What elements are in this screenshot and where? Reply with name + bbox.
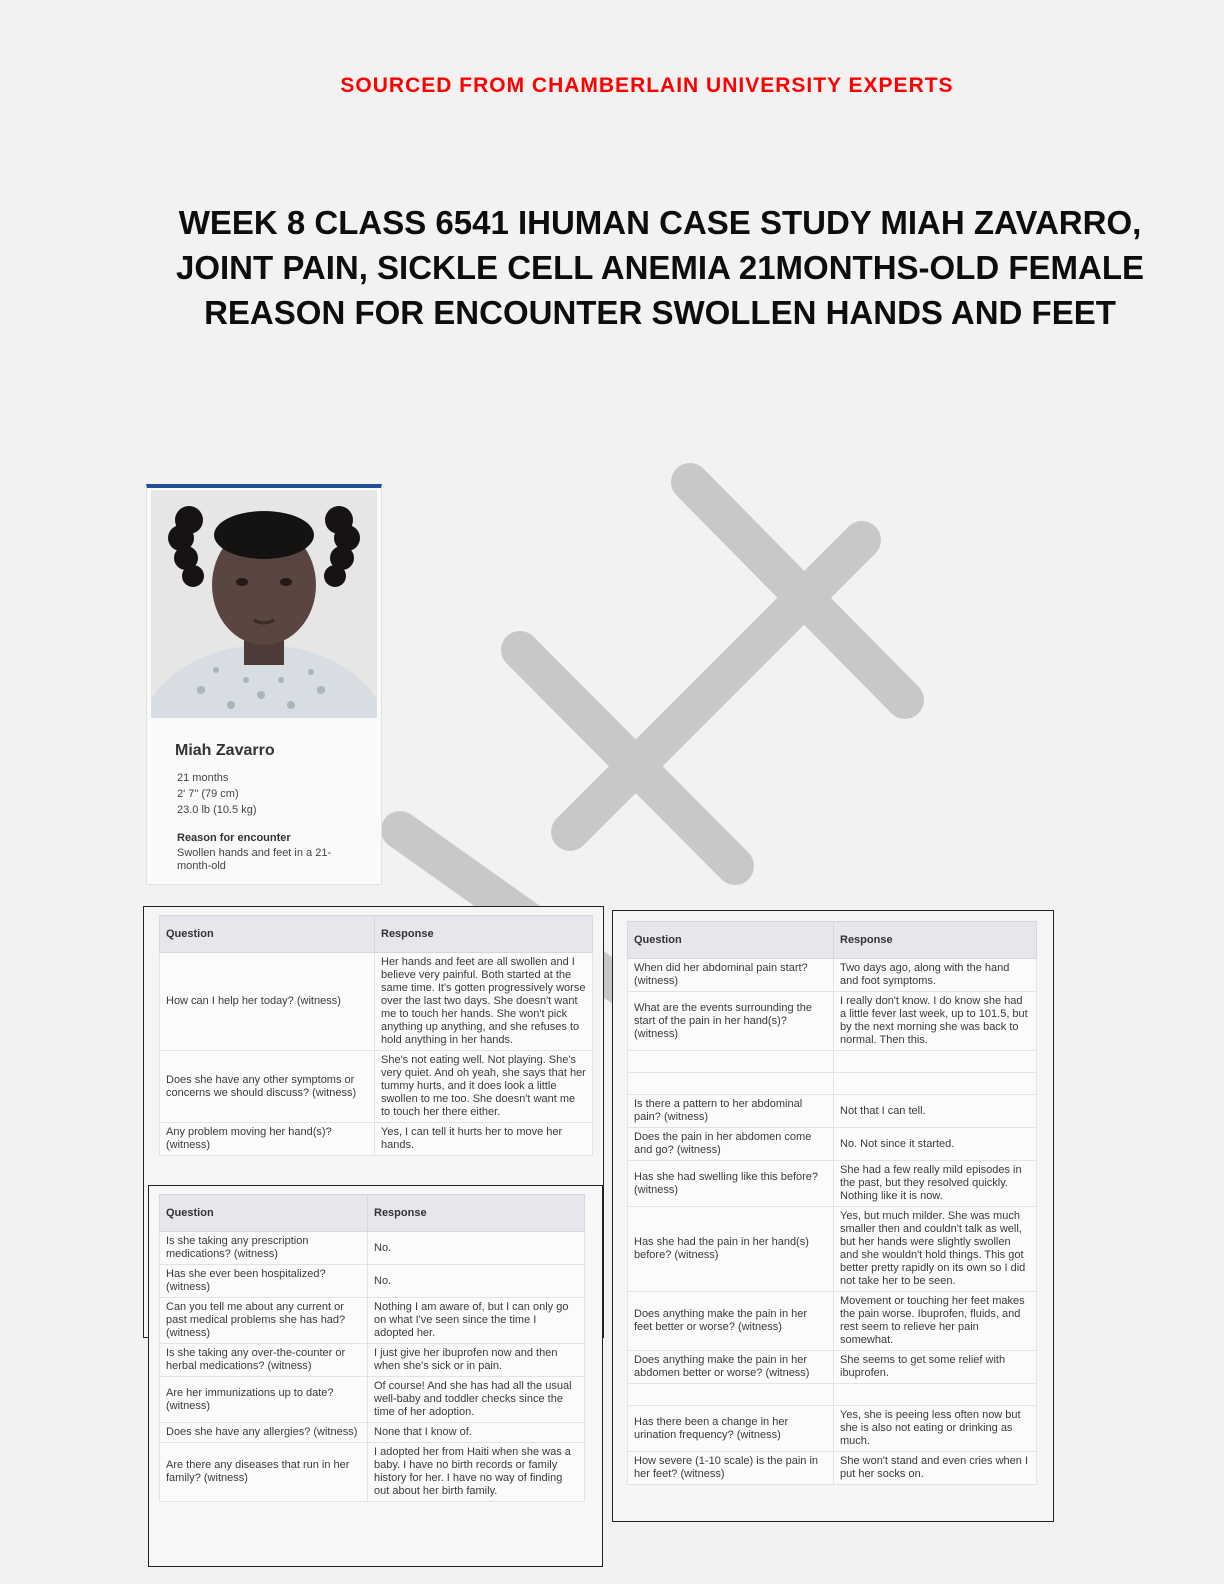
response-cell: She won't stand and even cries when I put her socks on. (834, 1452, 1037, 1485)
table-row (628, 1384, 1037, 1406)
question-cell: How can I help her today? (witness) (160, 953, 375, 1051)
question-cell: Has she had the pain in her hand(s) before? (witness) (628, 1207, 834, 1292)
question-cell: Can you tell me about any current or past medical problems she has had? (witness) (160, 1298, 368, 1344)
table-row (160, 1423, 585, 1443)
table-row (628, 992, 1037, 1051)
response-cell: Yes, I can tell it hurts her to move her hands. (375, 1123, 593, 1156)
response-cell (834, 1384, 1037, 1406)
interview-table-2 (159, 1194, 585, 1502)
question-cell: Has there been a change in her urination frequency? (witness) (628, 1406, 834, 1452)
response-cell: Two days ago, along with the hand and foot symptoms. (834, 959, 1037, 992)
document-title: WEEK 8 CLASS 6541 IHUMAN CASE STUDY MIAH ZAVARRO, JOINT PAIN, SICKLE CELL ANEMIA 21MONTHS-OLD FEMALE REASON FOR ENCOUNTER SWOLLEN HANDS AND FEET (175, 204, 1145, 331)
patient-name: Miah Zavarro (175, 742, 275, 759)
question-cell: Does the pain in her abdomen come and go? (witness) (628, 1128, 834, 1161)
response-cell: Yes, she is peeing less often now but she is also not eating or drinking as much. (834, 1406, 1037, 1452)
response-cell: She had a few really mild episodes in the past, but they resolved quickly. Nothing like it is now. (834, 1161, 1037, 1207)
table-row (628, 1452, 1037, 1485)
response-cell: Yes, but much milder. She was much smaller then and couldn't talk as well, but her hands were slightly swollen and she wouldn't hold things. This got better pretty rapidly on its own so I did not take her to be seen. (834, 1207, 1037, 1292)
response-cell: Nothing I am aware of, but I can only go on what I've seen since the time I adopted her. (368, 1298, 585, 1344)
table-row (628, 1051, 1037, 1073)
table-row (160, 1265, 585, 1298)
table-row (628, 1073, 1037, 1095)
patient-card (146, 484, 382, 885)
question-cell: Are her immunizations up to date? (witness) (160, 1377, 368, 1423)
response-cell: I really don't know. I do know she had a little fever last week, up to 101.5, but by the next morning she was back to normal. Then this. (834, 992, 1037, 1051)
response-cell: Not that I can tell. (834, 1095, 1037, 1128)
question-cell (628, 1051, 834, 1073)
table-row (628, 1095, 1037, 1128)
patient-height: 2' 7" (79 cm) (177, 788, 239, 800)
table-row (628, 1207, 1037, 1292)
response-cell (834, 1051, 1037, 1073)
response-header: Response (375, 916, 593, 953)
table-row (628, 1128, 1037, 1161)
table-row (628, 1406, 1037, 1452)
response-cell: No. (368, 1232, 585, 1265)
question-cell (628, 1384, 834, 1406)
question-cell: Is she taking any over-the-counter or herbal medications? (witness) (160, 1344, 368, 1377)
question-cell: Are there any diseases that run in her family? (witness) (160, 1443, 368, 1502)
question-cell: How severe (1-10 scale) is the pain in her feet? (witness) (628, 1452, 834, 1485)
question-cell: Does anything make the pain in her feet better or worse? (witness) (628, 1292, 834, 1351)
question-cell (628, 1073, 834, 1095)
response-cell: Her hands and feet are all swollen and I believe very painful. Both started at the same time. It's gotten progressively worse over the last two days. She doesn't want me to touch her hands. She won't pick anything up anything, and she refuses to hold anything in her hands. (375, 953, 593, 1051)
response-cell: No. (368, 1265, 585, 1298)
interview-panel-3 (612, 910, 1054, 1522)
question-cell: Is she taking any prescription medications? (witness) (160, 1232, 368, 1265)
question-cell: Does she have any allergies? (witness) (160, 1423, 368, 1443)
patient-age: 21 months (177, 772, 229, 784)
question-header: Question (160, 1195, 368, 1232)
response-header: Response (834, 922, 1037, 959)
interview-panel-2 (148, 1185, 603, 1567)
response-cell: Of course! And she has had all the usual well-baby and toddler checks since the time of her adoption. (368, 1377, 585, 1423)
question-cell: Has she had swelling like this before? (witness) (628, 1161, 834, 1207)
table-row (160, 1443, 585, 1502)
response-cell: I just give her ibuprofen now and then when she's sick or in pain. (368, 1344, 585, 1377)
table-row (160, 1232, 585, 1265)
table-row (160, 1051, 593, 1123)
question-cell: Has she ever been hospitalized? (witness) (160, 1265, 368, 1298)
table-row (160, 1344, 585, 1377)
interview-table-1 (159, 915, 593, 1156)
interview-table-3 (627, 921, 1037, 1485)
table-row (628, 1292, 1037, 1351)
response-cell: She's not eating well. Not playing. She's very quiet. And oh yeah, she says that her tummy hurts, and it does look a little swollen to me too. She doesn't want me to touch her there either. (375, 1051, 593, 1123)
reason-label: Reason for encounter (177, 832, 291, 844)
source-label: SOURCED FROM CHAMBERLAIN UNIVERSITY EXPERTS (340, 74, 954, 97)
question-cell: When did her abdominal pain start? (witness) (628, 959, 834, 992)
table-row (160, 1123, 593, 1156)
response-cell: She seems to get some relief with ibuprofen. (834, 1351, 1037, 1384)
table-row (160, 1298, 585, 1344)
question-cell: Does anything make the pain in her abdomen better or worse? (witness) (628, 1351, 834, 1384)
question-header: Question (160, 916, 375, 953)
reason-text: Swollen hands and feet in a 21-month-old (177, 847, 332, 872)
question-cell: What are the events surrounding the start of the pain in her hand(s)? (witness) (628, 992, 834, 1051)
response-cell: Movement or touching her feet makes the pain worse. Ibuprofen, fluids, and rest seem to relieve her pain somewhat. (834, 1292, 1037, 1351)
question-cell: Does she have any other symptoms or concerns we should discuss? (witness) (160, 1051, 375, 1123)
question-header: Question (628, 922, 834, 959)
response-cell: None that I know of. (368, 1423, 585, 1443)
table-row (160, 1377, 585, 1423)
response-cell (834, 1073, 1037, 1095)
patient-weight: 23.0 lb (10.5 kg) (177, 804, 257, 816)
patient-vitals (177, 770, 257, 818)
response-header: Response (368, 1195, 585, 1232)
table-row (628, 959, 1037, 992)
table-row (628, 1161, 1037, 1207)
question-cell: Any problem moving her hand(s)? (witness) (160, 1123, 375, 1156)
response-cell: I adopted her from Haiti when she was a baby. I have no birth records or family history for her. I have no way of finding out about her birth family. (368, 1443, 585, 1502)
question-cell: Is there a pattern to her abdominal pain? (witness) (628, 1095, 834, 1128)
table-row (160, 953, 593, 1051)
patient-avatar (151, 490, 377, 718)
response-cell: No. Not since it started. (834, 1128, 1037, 1161)
table-row (628, 1351, 1037, 1384)
